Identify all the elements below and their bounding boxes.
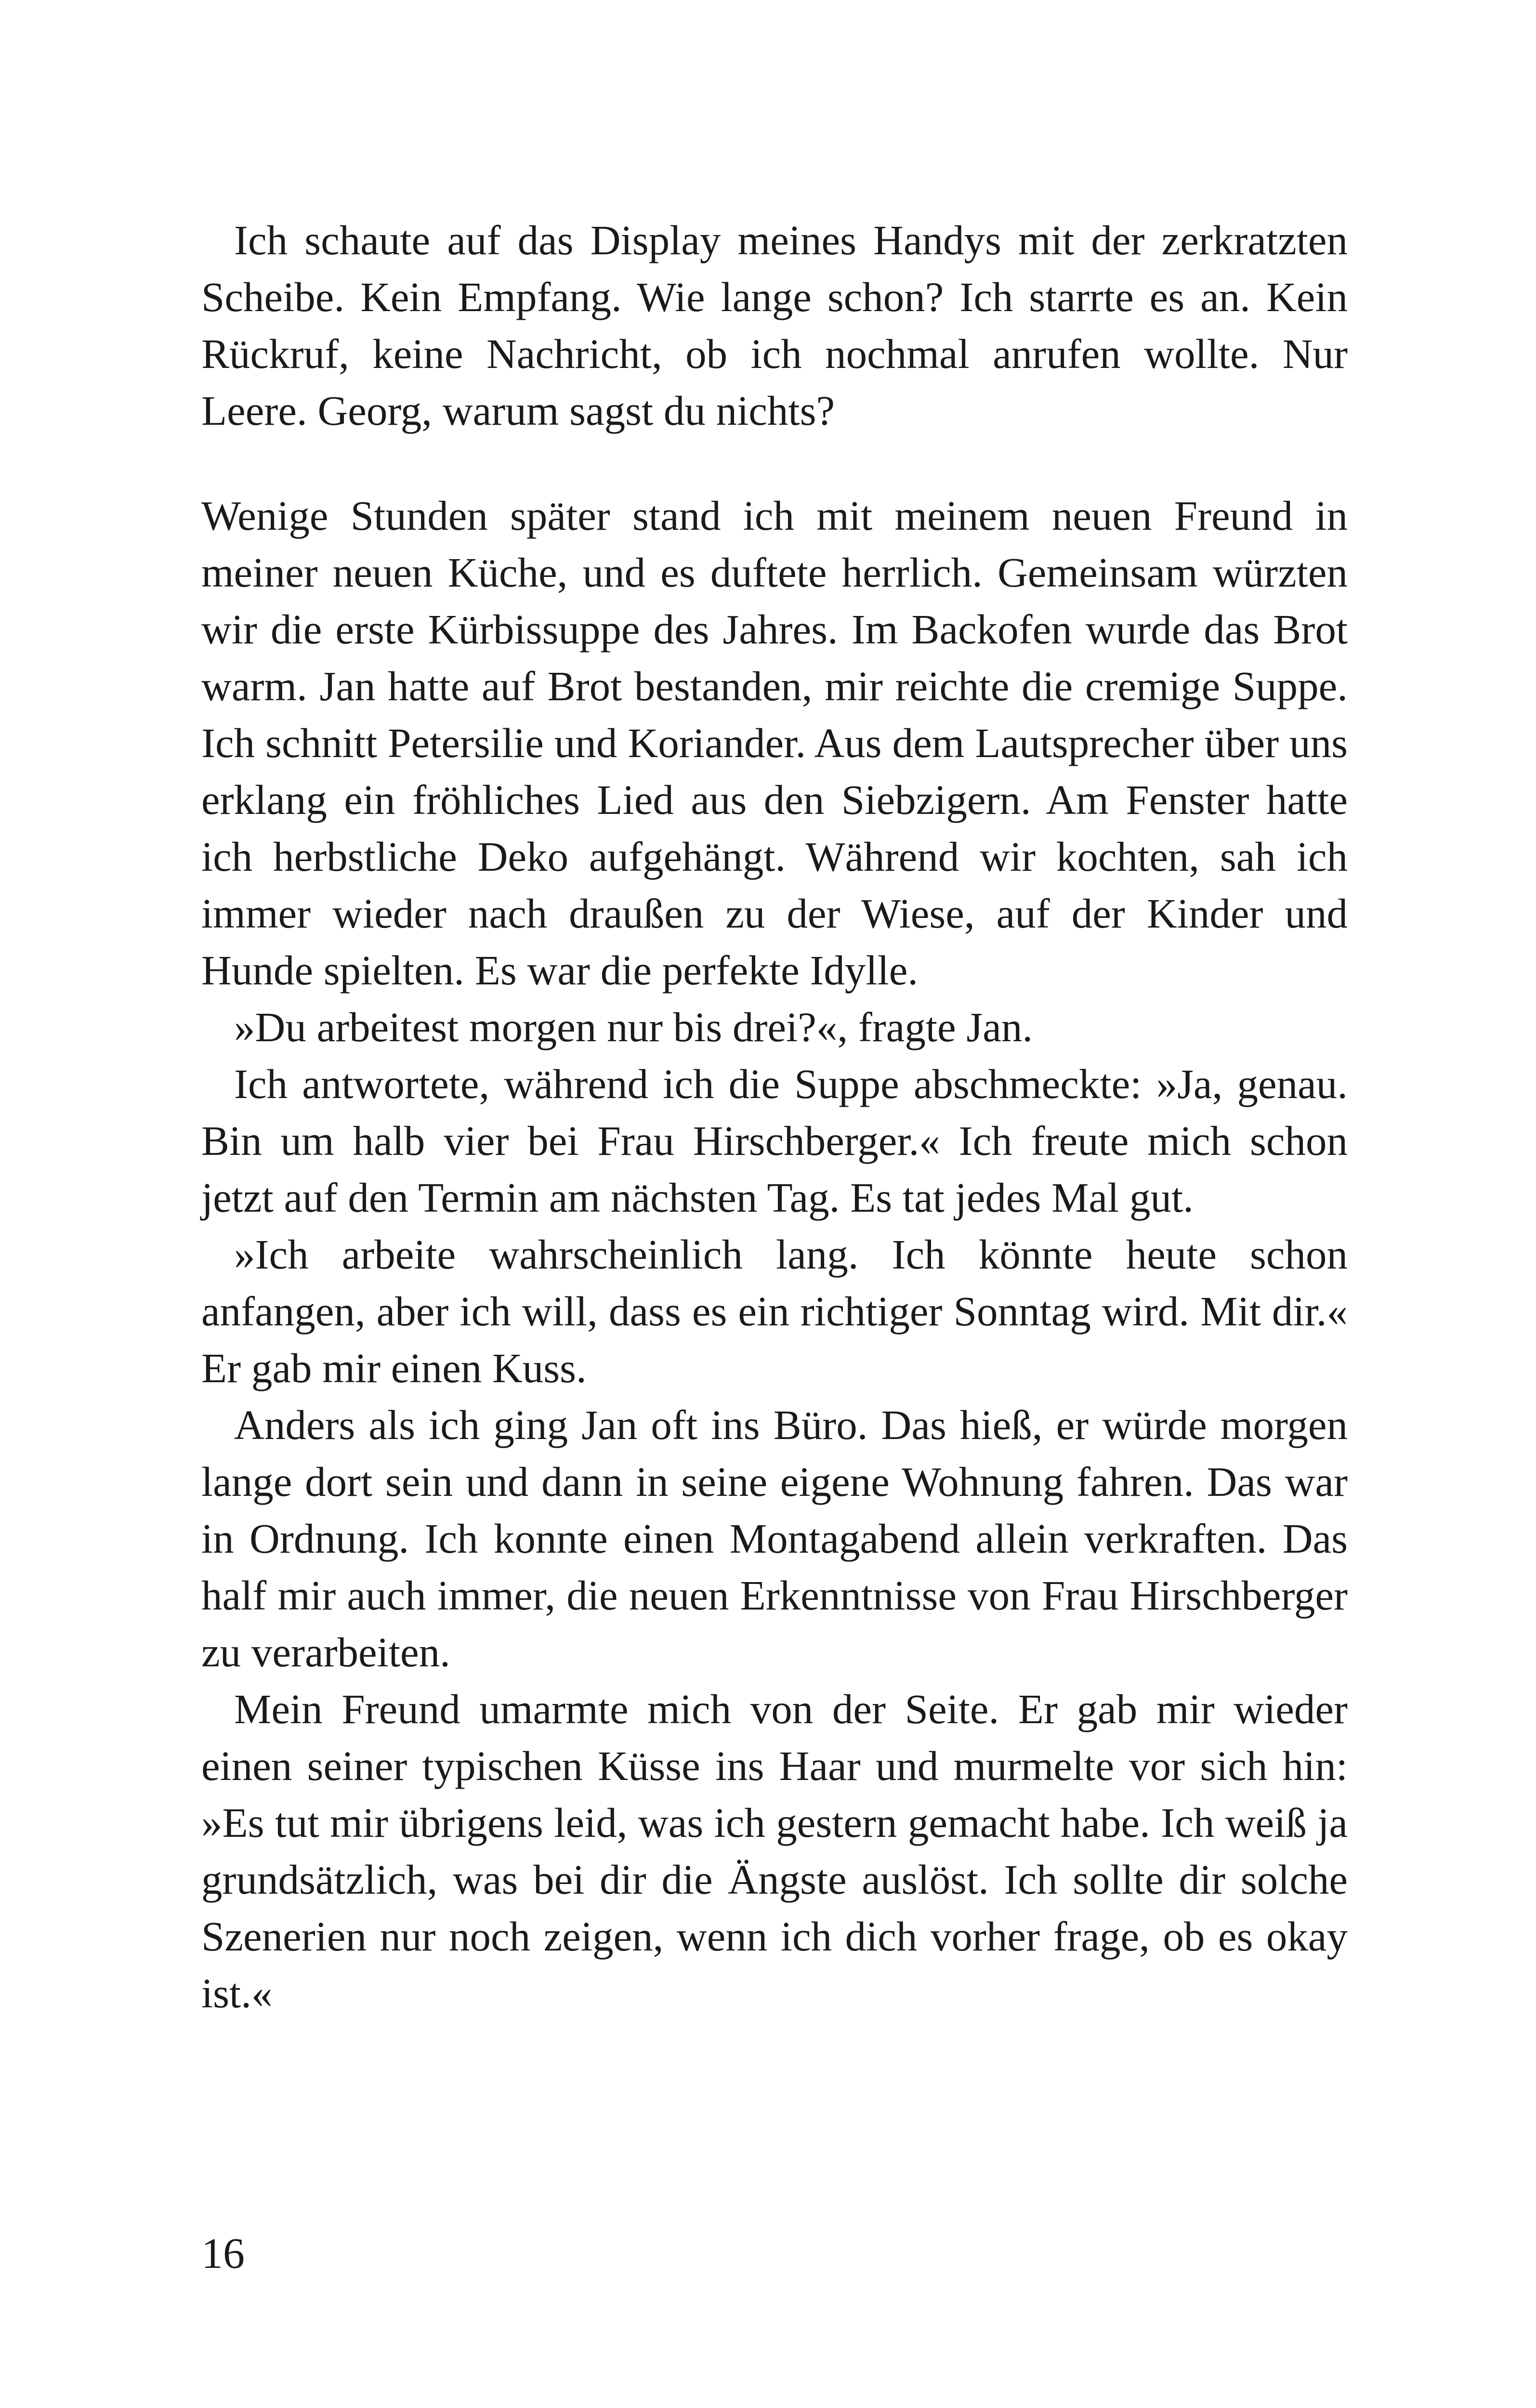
paragraph: Ich antwortete, während ich die Suppe abschmeckte: »Ja, genau. Bin um halb vier bei Frau Hirschberger.« Ich freute mich schon jetzt auf den Termin am nächsten Tag. Es tat jedes Mal gut. <box>201 1060 1348 1221</box>
paragraph: Mein Freund umarmte mich von der Seite. Er gab mir wieder einen seiner typischen Küsse ins Haar und murmelte vor sich hin: »Es tut mir übrigens leid, was ich gestern gemacht habe. Ich weiß ja grundsätzlich, was bei dir die Ängste auslöst. Ich sollte dir solche Szenerien nur noch zeigen, wenn ich dich vorher frage, ob es okay ist.« <box>201 1686 1348 2016</box>
paragraph: »Du arbeitest morgen nur bis drei?«, fragte Jan. <box>234 1004 1033 1050</box>
paragraph: Wenige Stunden später stand ich mit meinem neuen Freund in meiner neuen Küche, und es duftete herrlich. Gemeinsam würzten wir die erste Kürbissuppe des Jahres. Im Backofen wurde das Brot warm. Jan hatte auf Brot bestanden, mir reichte die cremige Suppe. Ich schnitt Petersilie und Koriander. Aus dem Lautsprecher über uns erklang ein fröhliches Lied aus den Siebzigern. Am Fenster hatte ich herbstliche Deko aufgehängt. Während wir kochten, sah ich immer wieder nach draußen zu der Wiese, auf der Kinder und Hunde spielten. Es war die perfekte Idylle. <box>201 492 1348 994</box>
text-section-1 <box>201 212 1348 439</box>
paragraph: Ich schaute auf das Display meines Handys mit der zerkratzten Scheibe. Kein Empfang. Wie lange schon? Ich starrte es an. Kein Rückruf, keine Nachricht, ob ich nochmal anrufen wollte. Nur Leere. Georg, warum sagst du nichts? <box>201 217 1348 434</box>
paragraph: »Ich arbeite wahrscheinlich lang. Ich könnte heute schon anfangen, aber ich will, dass es ein richtiger Sonntag wird. Mit dir.« Er gab mir einen Kuss. <box>201 1231 1348 1391</box>
paragraph: Anders als ich ging Jan oft ins Büro. Das hieß, er würde morgen lange dort sein und dann in seine eigene Wohnung fahren. Das war in Ordnung. Ich konnte einen Montagabend allein verkraften. Das half mir auch immer, die neuen Erkenntnisse von Frau Hirschberger zu verarbeiten. <box>201 1401 1348 1675</box>
text-section-2 <box>201 487 1348 2022</box>
page-number: 16 <box>201 2230 245 2277</box>
